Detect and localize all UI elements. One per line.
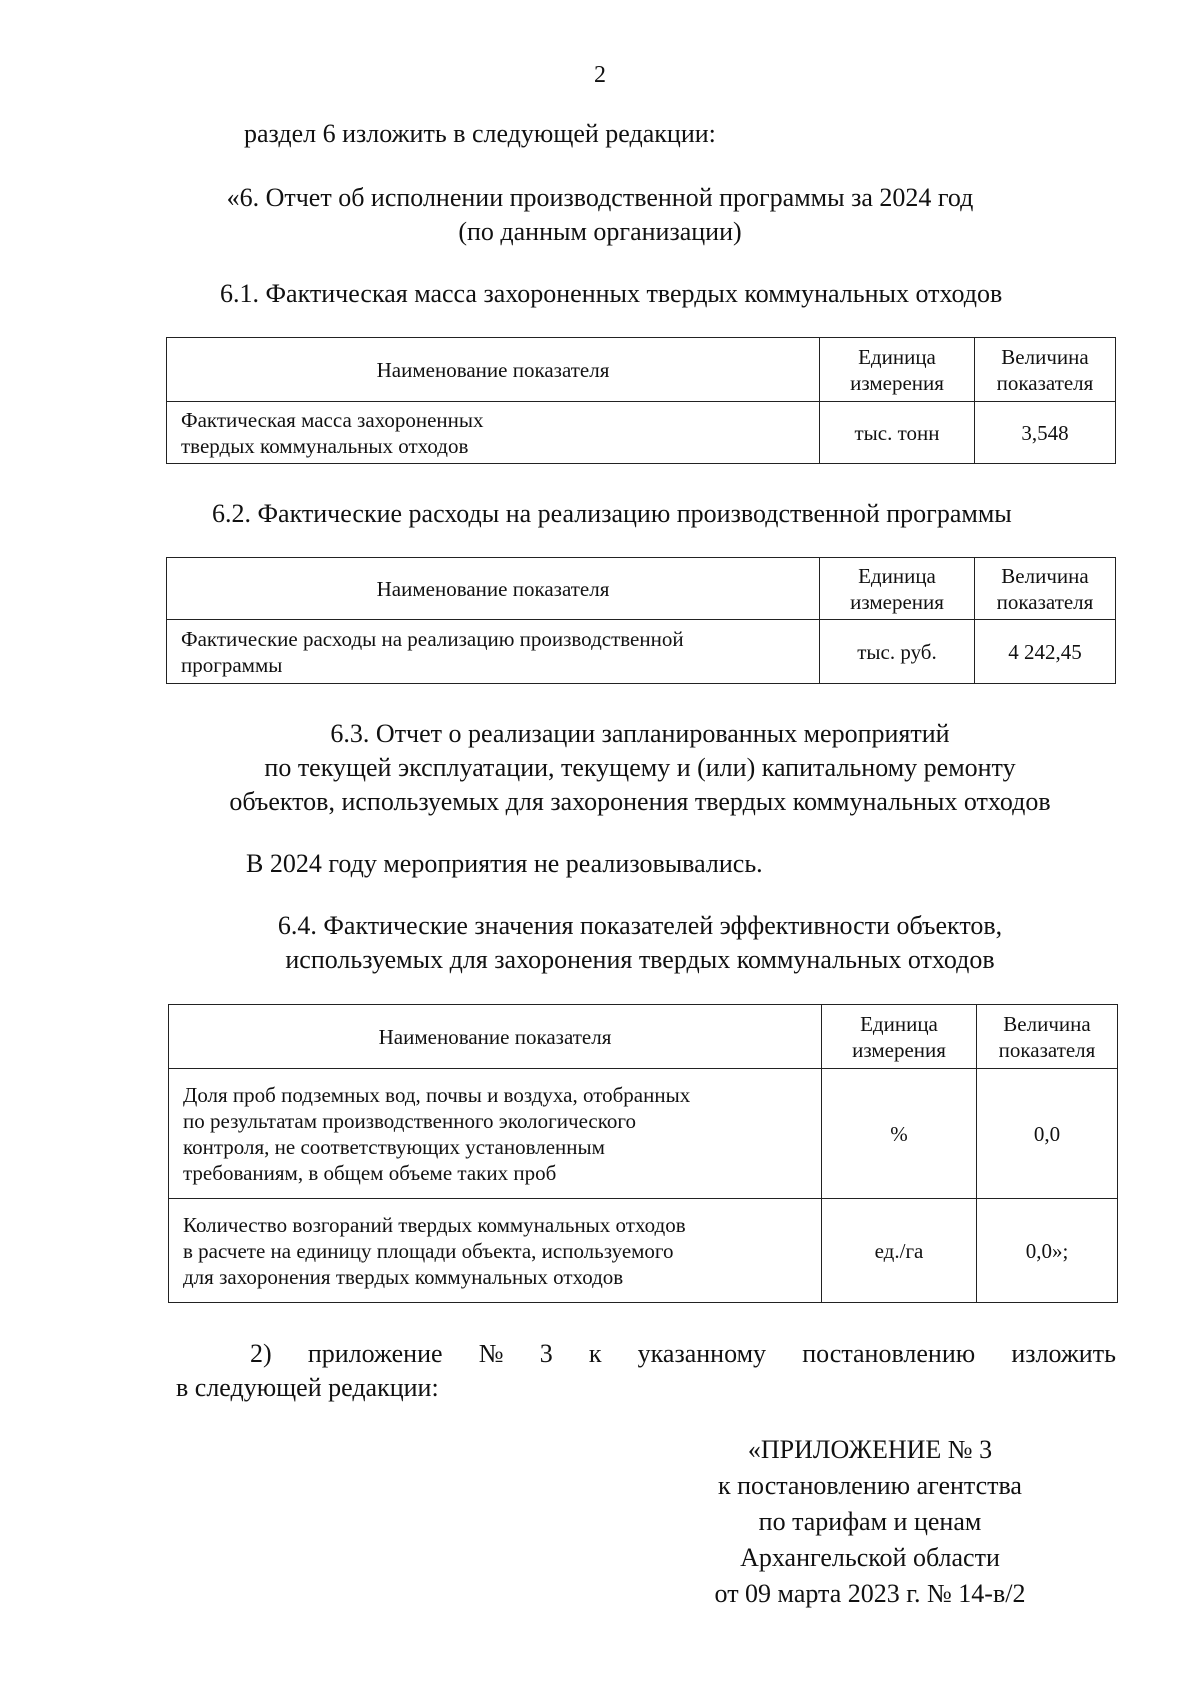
item-2-line2: в следующей редакции: xyxy=(176,1373,439,1402)
appendix-line4: Архангельской области xyxy=(740,1543,1000,1572)
table-row xyxy=(169,1069,1118,1199)
table-header-row xyxy=(169,1005,1118,1069)
header-value: Величина показателя xyxy=(975,338,1116,402)
item-2-line1: 2) приложение № 3 к указанному постановлению изложить xyxy=(250,1339,1116,1368)
table-row xyxy=(169,1199,1118,1303)
table-header-row xyxy=(167,558,1116,620)
row-unit: тыс. тонн xyxy=(820,402,975,464)
section-6-3-text: В 2024 году мероприятия не реализовывались. xyxy=(246,849,763,878)
table-6-4 xyxy=(168,1004,1118,1303)
intro-text: раздел 6 изложить в следующей редакции: xyxy=(244,119,716,148)
table-row xyxy=(167,620,1116,684)
table-header-row xyxy=(167,338,1116,402)
header-unit: Единица измерения xyxy=(820,338,975,402)
table-6-2 xyxy=(166,557,1116,684)
appendix-line3: по тарифам и ценам xyxy=(758,1507,982,1536)
row-unit: ед./га xyxy=(822,1199,977,1303)
section-6-3-title-line1: 6.3. Отчет о реализации запланированных мероприятий xyxy=(330,719,950,748)
header-unit: Единица измерения xyxy=(820,558,975,620)
section-6-1-title: 6.1. Фактическая масса захороненных твердых коммунальных отходов xyxy=(220,279,1003,308)
section-6-subtitle: (по данным организации) xyxy=(458,217,742,246)
section-6-3-title-line3: объектов, используемых для захоронения твердых коммунальных отходов xyxy=(229,787,1051,816)
header-name: Наименование показателя xyxy=(167,338,820,402)
header-unit: Единица измерения xyxy=(822,1005,977,1069)
section-6-4-title-line2: используемых для захоронения твердых коммунальных отходов xyxy=(285,945,995,974)
header-value: Величина показателя xyxy=(975,558,1116,620)
header-name: Наименование показателя xyxy=(167,558,820,620)
row-name: Количество возгораний твердых коммунальных отходов в расчете на единицу площади объекта, используемого для захоронения твердых коммунальных отходов xyxy=(169,1199,822,1303)
appendix-title: «ПРИЛОЖЕНИЕ № 3 xyxy=(747,1435,993,1464)
table-6-1 xyxy=(166,337,1116,464)
row-unit: тыс. руб. xyxy=(820,620,975,684)
section-6-title: «6. Отчет об исполнении производственной программы за 2024 год xyxy=(226,183,974,212)
section-6-3-title-line2: по текущей эксплуатации, текущему и (или) капитальному ремонту xyxy=(264,753,1016,782)
row-name: Фактическая масса захороненных твердых коммунальных отходов xyxy=(167,402,820,464)
table-row xyxy=(167,402,1116,464)
appendix-line5: от 09 марта 2023 г. № 14-в/2 xyxy=(714,1579,1026,1608)
page-number: 2 xyxy=(594,62,606,88)
row-value: 0,0»; xyxy=(977,1199,1118,1303)
header-value: Величина показателя xyxy=(977,1005,1118,1069)
row-name: Доля проб подземных вод, почвы и воздуха, отобранных по результатам производственного экологического контроля, не соответствующих установленным требованиям, в общем объеме таких проб xyxy=(169,1069,822,1199)
row-value: 3,548 xyxy=(975,402,1116,464)
section-6-4-title-line1: 6.4. Фактические значения показателей эффективности объектов, xyxy=(277,911,1003,940)
header-name: Наименование показателя xyxy=(169,1005,822,1069)
row-value: 0,0 xyxy=(977,1069,1118,1199)
row-unit: % xyxy=(822,1069,977,1199)
row-name: Фактические расходы на реализацию производственной программы xyxy=(167,620,820,684)
appendix-line2: к постановлению агентства xyxy=(718,1471,1022,1500)
section-6-2-title: 6.2. Фактические расходы на реализацию производственной программы xyxy=(212,499,1012,528)
row-value: 4 242,45 xyxy=(975,620,1116,684)
